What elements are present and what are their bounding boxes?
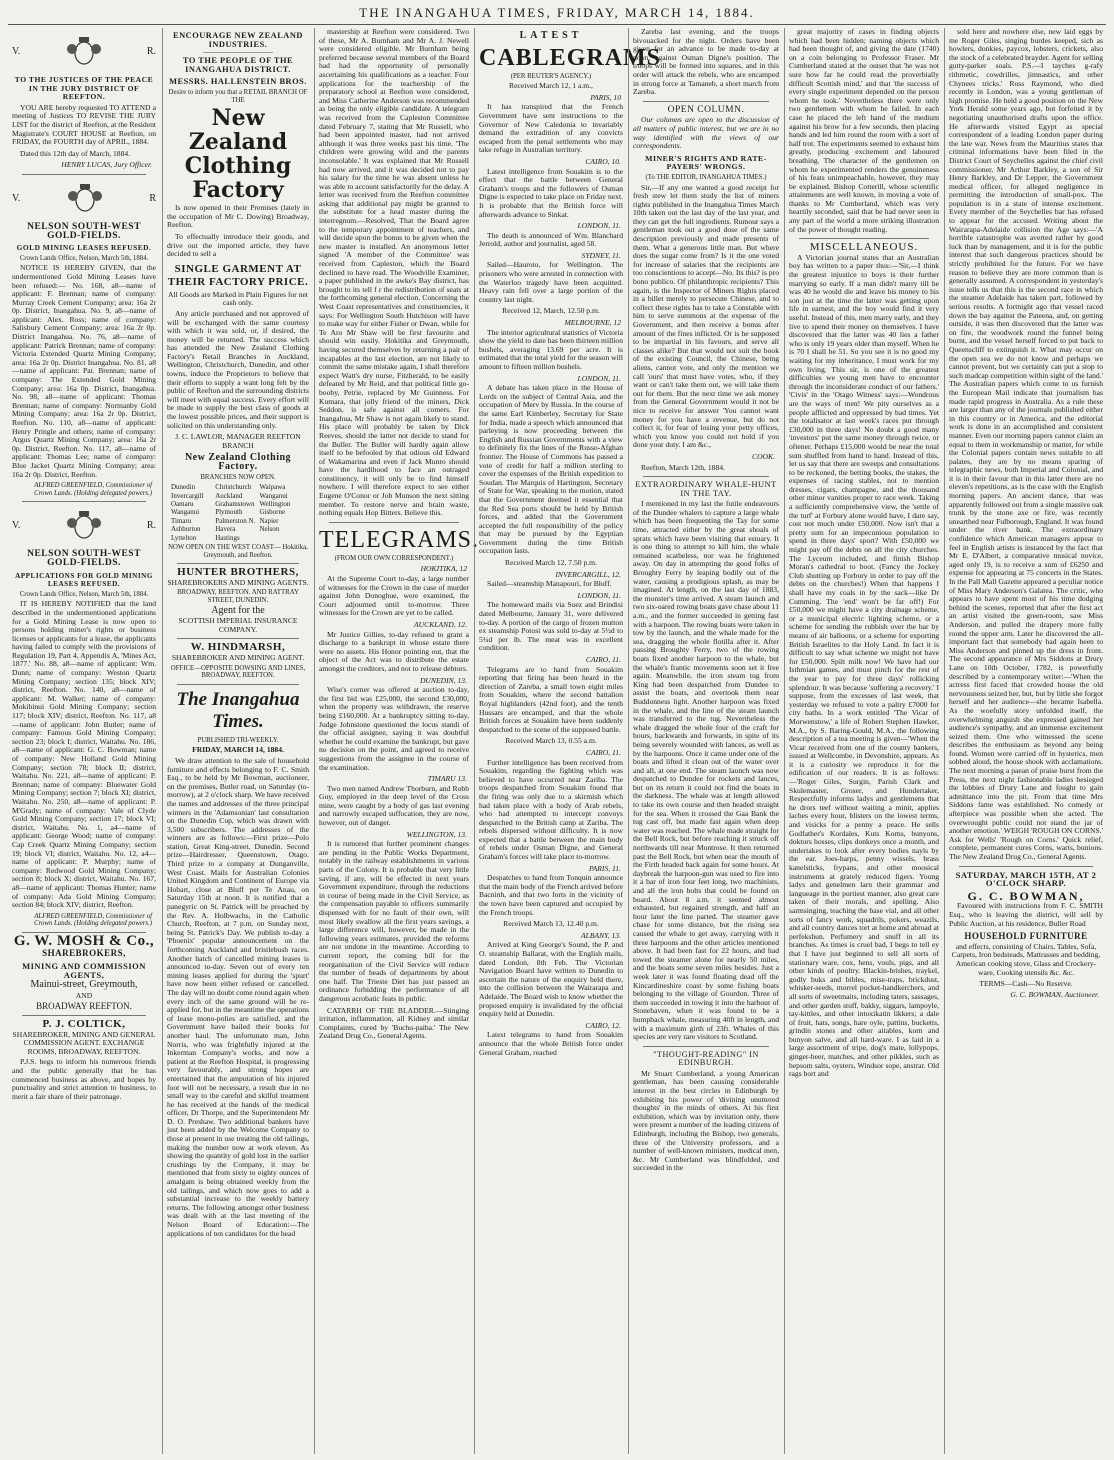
desire-line: Desire to inform you that a RETAIL BRANCH OF THE [168, 88, 308, 104]
branches-label: BRANCHES NOW OPEN. [200, 473, 276, 481]
dateline: PARIS, 11. [589, 863, 621, 873]
branch-item: Christchurch [215, 483, 252, 492]
miners-letter: Sir,—If any one wanted a good receipt for fresh stew let them study the list of miners rights published in the Inangahua Times March 10th taken out the last day of the last year, and they can get the full ingredients. Rumour says a gentleman took out a good dose of the same description previously and made presents of them. What a generous little man. But where does the sugar come from? Is it the one voted for increase of salaries that the recipients are too conscientious to accept—No. Its this? is pro bono publico. Of philanthropic recipients? This again, is the Inspector of Miners Rights placed in a billet merely to persecute Chinese, and to collect these rights has to take a Constable with him to serve summons at the expense of the Government, and then receive a bonus after amount of the fines inflicted. Or is he supposed to be impartial in his favours, and serve all classes alike? But that would not suit the book of the existing Council, the Chinese, being aliens, cannot vote, and only the mention we call 'ours' that must have votes, who, if they want or can't take them out, we will take them out for them. But the next time we ask money from the General Government would it not be nice to receive for answer 'You cannot want money for you have a revenue, but do not collect it, for fear of losing your petty offices, which you know you could not hold if you done your duty. I am &c., [633, 182, 779, 450]
masthead-rule [8, 24, 1106, 25]
open-column-heading: OPEN COLUMN. [667, 104, 745, 115]
royal-crest-3 [12, 506, 156, 546]
column-4 [474, 28, 662, 1454]
issue-date: FRIDAY, MARCH 14, 1884. [192, 745, 284, 755]
household-heading: HOUSEHOLD FURNITURE [964, 931, 1088, 942]
telegrams-subheading: (FROM OUR OWN CORRESPONDENT.) [334, 554, 454, 562]
divider [22, 1015, 146, 1016]
goldfields2-signature: ALFRED GREENFIELD, Commissioner of Crown Lands. (Holding delegated powers.) [34, 912, 152, 928]
opened-notice: Is now opened in their Premises (lately in the occupation of Mr C. Dowing) Broadway, Reefton. [167, 203, 309, 230]
telegram-item: It is rumored that further prominent changes are pending in the Public Works Department, notably in the railway establishments in various parts of the Colony. It is probable that very little saving, if any, will be effected in next years Government expenditure, through the reductions in course of being made in the Civil Service, as the compensation payable to officers summarily dispensed with for no fault of their own, will most likely swallow all the first years savings, a large difference will, however, be made in the following years estimates, provided the reforms are not undone in the meantime. According to current report, the coming bill for the reorganisation of the Civil Service will reduce the number of heads of departments by about one half. The Trieste Diet has just passed an ordinance forbidding the performance of all dangerous acrobatic feats in public. [319, 839, 469, 1003]
crest-left-letter: V. [12, 45, 21, 57]
dateline: LONDON, 11. [577, 221, 621, 231]
goldfields2-body: IT IS HEREBY NOTIFIED that the land described in the undermentioned applications for a Gold Mining Lease is now open to persons holding miner's rights or business licenses or applicants for a lease, the applicants having failed to comply with the provisions of Regulation 19, Part 4, Appendix A, 'Mines Act, 1877.' No. 88, a8—name of applicant: Wm. Dunn; name of company: Weston Quartz Mining Company; section 135; block XIV; district, Reefton. No. 140, a8—name of applicant: M. Walker; name of company: Mokihinui Gold Mining Company; section 117; block XIV; district, Reefton. No. 117, a8—name of applicant: John Butler; name of company: Famous Gold Mining Company; section 23; block I; district, Waitahu. No. 186, a8—name of applicant: G. C. Bowman; name of company: New Holland Gold Mining Company; section 78; block II; district, Waitahu. No. 221, a8—name of applicant: P. Brennan; name of company: Bluewater Gold Mining Company; section 7; block XI; district, Waitahu. No. 250, a8—name of applicant: P. M'Grady; name of company: Vale of Clyde Gold Mining Company; section 17; block VI; district, Waitahu. No. 1, a4—name of applicant: George Wood; name of company: Cap Creek Quartz Mining Company; section 19; block VI; district, Waitahu. No. 12, a4—name of applicant: P. Murphy; name of company: Redwood Gold Mining Company; section 8; block X; district, Waitahu. No. 167, a8—name of applicant: Thomas Hunter; name of company: Ada Gold Mining Company; section 84; block XIV; district, Reefton. [12, 599, 156, 910]
miners-signature: COOK. [752, 451, 775, 461]
divider [177, 563, 299, 564]
open-column-note: Our columns are open to the discussion of all matters of public interest, but we are in no way identified with the views of our correspondents. [633, 115, 779, 151]
telegram-item: Wise's corner was offered at auction to-day, the first bid was £25,000, the second £30,000, when the property was withdrawn, the reserve being £160,000. At a bankruptcy sitting to-day, Judge Johnstone questioned the locus standi of the official assignee, saying it was doubtful whether he could examine the bankrupt, but gave no decision on the point, and agreed to receive suggestions from the assignee in the course of the examination. [319, 685, 469, 772]
thought-reading-heading: "THOUGHT-READING" IN EDINBURGH. [653, 1049, 759, 1068]
cable-item: A debate has taken place in the House of Lords on the subject of Central Asia, and the occupation of Merv by Russia. In the course of the same Earl Kimberley, Secretary for State for India, made a speech which announced that parleying is now proceeding between the English and Russian Governments with a view to definitely fix the lines of the Russo-Afghan frontier. The House of Commons has passed a vote of credit for half a million sterling to cover the expenses of the British expedition to Soudan. The Marquis of Hartington, Secretary of State for War, speaking to the motion, stated that the Government deemed it essential that the Red Sea ports should be held by British forces, and added that the Government accepted the full responsibility of the policy that may be pursued by the Egyptian Government during the time British occupation lasts. [479, 383, 623, 556]
cable-item: It has transpired that the French Government have sent instructions to the Governor of New Caledonia to invariably demand the extradition of any convicts escaped from the penal settlements who may take refuge in Australian territory. [479, 102, 623, 155]
editorial-continued: mastership at Reefton were considered. Two of these, Mr A. Burnham and Mr A. J. Newell were considered eligible. Mr Burnham being preferred because several members of the Board had had the opportunity of personally ascertaining his qualifications as a teacher. Four applications for the teachership of the preparatory school at Reefton were considered, and Miss Catherine Anderson was recommended as being the only eligible candidate. A telegram was received from the Capleston Committee dated February 7, stating that Mr Russell, who had been appointed master, had not arrived although it was three weeks past his time. 'The children were growing wild and the parents inconsolable.' It was explained that Mr Russell had now arrived, and it was decided not to pay his salary for the time he was absent unless he was able to account satisfactorily for the delay. A letter was received from the Reefton committee asking that additional pay might be granted to the substitute for a head master during the interregnum.—Resolved, That the Board agree to the temporary appointment of teachers, and will decide upon the bonus to be given when the new master is installed. An anonymous letter signed 'A member of the Committee' was received from Capleston, which the Board declined to have read. The Woodville Examiner, a paper published in the awke's Bay district, has brought to its tell f r the redistribution of seats at the forthcoming general election. Concerning the West Coast representatives and constituencies, it says: For Wellington South Hutchison will have to make way for either Fisher or Dwan, while for Te Aro Mr Shaw will be first favourite and should win easily. Hokitika and Greymouth, having secured themselves by returning a pair of incapables at the last election, are not likely to commit the same mistake again, I shall therefore expect Watt's dry nurse, Fitzherald, to be easily defeated by Mr Reid, and that political little go-booby, Petrie, replaced by Mr Guinness. For Kumara, that jolly friend of the miners, Dick Seddon, is safe against all comers. For Inangahua, Mr Shaw is not again likely to stand. His place will probably be taken by Dick Reeves, should the latter not decide to stand for the Buller. The Buller will hardly again allow itself to be befooled by that odious old Edward of Wakamarina and even if Jack Munro should have the hardihood to face an outraged constituency, it will only be to find himself nowhere. I will therefore expect to see either Eugene O'Conor or Job Munson the next sitting member. To restore nerve and brain waste, nothing equals Hop Bitters. Believe this. [319, 27, 469, 518]
branch-item: Havera [215, 525, 236, 534]
branch-item: Dunedin [171, 483, 196, 492]
miscellaneous-body: A Victorian journal states that an Australian boy has written to a paper thus:—'Sir,—I think the greatest injustice to boys is their further marrying so early. If a man didn't marry till he was 40 he would die and leave his money to his son just at the time the latter was getting upon life in earnest, and the boy would find it very useful. Instead of this, men marry early, and they live to spend their money on themselves. I have discovered that the latter was 40 lies a father who is only 19 years older than myself. When he is 70 I shall be 51. So you see it is no good my waiting for my inheritance, I must work for my own living. This sir, is one of the greatest difficulties we young men have to encounter through the inconsiderate conduct of our fathers.' 'Civis' in the 'Otago Witness' says:—Wondrous are the ways of men! We pity ourselves as a people afflicted and oppressed by bad times. Yet the totalisator at last week's races put through £30,000 in three days! No doubt a good many 'investors' put the same money through twice, or oftener. Perhaps £15,000 would be near the total sum shuffled from hand to hand. Instead of this, let us say that there are sweeps and consultations to be reckoned, the betting books, the stakes, the expenses of racing stables, not to mention dresses, cigars, champagne, and the thousand other minor vanities proper to race week. Taking a sufficiently comprehensive view, the 'settle of the turf' at Forbury alone would have, I dare say, cost not much under £50,000. Now isn't that a pretty sum for an impecunious population to spend in three days' sport? With £50,000 we might pay off the debts on all the city churches. The Lyceum included, and finish Bishop Moran's cathedral to boot. (Fancy the Jockey Club shutting up Forbury in order to pay off the debts on the churches!) When that happens I shall have my coals in by the sack—like Dr Cumming. The 'end' won't be far off!) For £50,000 we might have a city drainage scheme, or a municipal electric lighting scheme, or a scheme for sending the rubbish over the bar by means of air balloons, or a scheme for exporting British Israelites to the Holy Land. In fact it is difficult to say what scheme we might not have for £50,000. Spilt milk now! We have had our Isthmian games, and must pinch for the rest of the year to pay for three days' rollicking splendour. It was because 'suffering a recovery.' I suppose, from the excesses of last week, that yesterday we refused to vote a paltry £7000 for city baths. In a work entitled 'The Vicar of Morwenstow,' a life of Robert Stephen Hawker, M.A., by S. Baring-Gould, M.A., the following description of a tea meeting is given—'When the Vicar received from one of the county bankers, issued at Wellcombe, in Devonshire, appears. As it is a curiosity we reproduce it for the edification of our readers. It is as follows:—'Roger Giles, Surgin, Parish Clark and Skulemaster, Groser, and Hundertaker, Respectfully informs ladys and gentlemens that he drors teef without waiting a minit, applies laches every hour, blisters on the lowest terms, and visicks for a penny a peace. He sells Godfather's Kordales, Kuts Korns, bunyons, doktors hosses, clips donkeys once a month, and undertakes to look after every bodies nayls by the ear. Joes-harps, penny wissels, brass kanelsticks, frypans, and other moosical instruments at grately reduced figers. Young ladys and genelmen larn their grammar and langueage in the purtiest manner, also great care taken of their morals, and spelling. Also sarmsinging, teaching the base vial, and all other sorts of fancy work, squadrils, pokers, weazils, and all country dances tort at home and abroad at perfekshun. Perfumery and snuff in all its branches. As times is cruel bad, I begs to tell ey that I have just beginned to sell all sorts of stationary ware, cox, hens, vouls, pigs, and all other kinds of poultry. Blackin-brishes, traykel, godly buks and bibles, mise-traps, brickdust, whisker-seeds, morrel pocket-handkerchers, and all sorts of sweetmaits, including taters, sassages, and other garden stuff, bakky, siggars, lampoyle, tay-kittles, and other intoxikatin likkers; a dale of fruit, hats, songs, hare oyle, pattins, bucketts, grindin stones and other aitables, korn and bunyon salve, and all hard-ware. I as laid in a large assortment of tripe, dog's mate, lollypops, ginger-beer, matches, and other pikkles, such as hepsom salts, oysters, Windsor sope, anstrar. Old rags bort and [789, 252, 939, 1079]
dateline: DUNEDIN, 13. [419, 675, 467, 685]
mosh-line: MINING AND COMMISSION AGENTS, [22, 961, 146, 980]
dateline: WELLINGTON, 13. [406, 829, 467, 839]
justices-notice: YOU ARE hereby requested TO ATTEND a meeting of Justices TO REVISE THE JURY LIST for the district of Reefton, at the Resident Magistrate's COURT HOUSE at Reefton, on FRIDAY, the FOURTH day of APRIL, 1884. [12, 102, 156, 147]
column-2 [162, 28, 313, 1454]
dateline: CAIRO, 12. [585, 1020, 621, 1030]
justices-heading: TO THE JUSTICES OF THE PEACE IN THE JURY DISTRICT OF REEFTON. [14, 75, 154, 102]
branch-item: Ashburton [171, 525, 201, 534]
latest-heading: LATEST [519, 30, 583, 41]
column-5 [628, 28, 783, 1454]
cable-continued: Zareba last evening, and the troops bivouacked for the night. Orders have been given for an advance to be made to-day at noon, against Osman Digne's position. The troops will be formed into squares, and in this order will attack the rebels, who are encamped in strong force at Tamaneb, a short march from Zareba. [633, 27, 779, 97]
miners-heading: MINER'S RIGHTS AND RATE-PAYERS' WRONGS. [645, 153, 767, 172]
cablegrams-heading: CABLEGRAMS [479, 44, 662, 71]
dateline: PARIS, 10 [590, 92, 621, 102]
branch-item: Wanganui [259, 491, 288, 500]
crest-right-letter: R [149, 192, 156, 204]
divider [643, 476, 769, 477]
miscellaneous-heading: MISCELLANEOUS. [809, 241, 919, 254]
branch-item: Plymouth [215, 508, 243, 517]
divider [329, 522, 459, 523]
crest-right-letter: R. [146, 520, 156, 532]
terms-line: TERMS—Cash—No Reserve. [979, 979, 1073, 989]
branch-item: Invercargill [171, 491, 204, 500]
branch-item: Wanganui [171, 508, 200, 517]
column-3 [314, 27, 479, 1454]
branch-item: Lyttelton [171, 533, 197, 542]
telegram-item: At the Supreme Court to-day, a large number of witnesses for the Crown in the case of murder against John Donoghue, were examined, the Court adjourned until to-morrow. Three witnesses for the Crown are yet to be called. [319, 574, 469, 618]
royal-arms-icon [65, 182, 105, 216]
catarrh-advert: CATARRH OF THE BLADDER.—Stinging irritation, inflammation, all Kidney and similar Complaints, cured by 'Buchu-paiba.' The New Zealand Drug Co., General Agents. [319, 1005, 469, 1041]
column-7 [944, 28, 1107, 1454]
goldfields2-heading: NELSON SOUTH-WEST GOLD-FIELDS. [27, 549, 141, 568]
received-line: Received March 12, 7.50 p.m. [505, 558, 597, 568]
cable-item: Sailed—steamship Manapouri, for Bluff. [487, 579, 612, 589]
scottish-line: SCOTTISH IMPERIAL INSURANCE COMPANY. [178, 616, 298, 634]
branch-item: Gisborne [259, 508, 286, 517]
agent-for-line: Agent for the [211, 604, 265, 616]
column-1 [8, 28, 160, 1454]
dateline: HOKITIKA, 12 [420, 564, 467, 574]
telegram-item: Two men named Andrew Thorburn, and Robb Guy, employed in the deep level of the Cross mine, were caught by a body of gas last evening and narrowly escaped suffocation, they are now, however, out of danger. [319, 783, 469, 828]
miners-to-editor: (To THE EDITOR, INANGAHUA TIMES.) [645, 173, 767, 181]
whale-body: I mentioned in my last the futile endeavours of the Dundee whalers to capture a large whale which has been frequenting the Tay for some time, attracted either by the great shoals of sprats which have been visiting that estuary. It is one thing to attempt to kill him, the whale remained scatheless, nor was he frightened away. On day in attempting the good folks of Broughty Ferry by leaping bodily out of the water, causing a prodigious splash, as may be imagined. At length, on the last day of 1883, the monster's time arrived. A steam launch and two six-oared rowing boats gave chase about 11 a.m., and the former succeeded in getting fast with a harpoon. The rowing boats were taken in tow by the launch, and the whale made for the sea, dragging the whole flotilla after it. After passing Broughty Ferry, two of the rowing boats fixed another harpoon to the whale, but the whale's frantic movements soon set it free again. Meanwhile, the iron steam tug from King had been despatched from Dundee to assist the boats, and overtook them near Buddonness light. Another harpoon was fixed in the whale, and the line of the steam launch was transferred to the tug. Nevertheless the whale dragged the whole four of the craft for hours, backwards and forwards, in spite of its being severely wounded with lances, as well as by the harpoons. Once it came under one of the boats and lifted it clean out of the water over and all, at one end. The steam launch was now despatched to Dundee for rockets and lances, but on its return it could not find the boats in the darkness. The whale was at length allowed to take its own course and then headed straight for the sea. When it crossed the Gaa Bank the tug cast off, but made fast again when deep water was reached. The whale made straight for the Bell Rock, but before reaching it struck off northwards till near Montrose. It then returned past the Bell Rock, but when near the mouth of the Firth headed back again for some hours. At daybreak the harpoon-gun was used to fire into it a bar of iron four feet long, two machinists, and all the iron bolts that could be found on board. About 8 a.m. it seemed almost exhausted, but regained strength, and half an hour later the line parted. The steamer gave chase for some distance, but the rising sea caused the whale to get away, carrying with it three harpoons and the other articles mentioned above. It had been fast for 22 hours, and had towed the steamer alone for nearly 50 miles, and the boats some seven miles besides. Just a week later it was found floating dead off the Kincardineshire coast by some fishing boats belonging to the village of Gourdon. Three of them succeeded in towing it into the harbour of Stonehaven, when it was found to be a humpback whale, measuring 40ft in length, and with a maximum girth of 23ft. Whales of this species are very rare visitors to Scotland. [633, 499, 779, 1042]
branches-list [171, 483, 305, 542]
masthead: THE INANGAHUA TIMES, FRIDAY, MARCH 14, 1884. [359, 5, 755, 20]
cable-item: The interior agricultural statistics of Victoria show the yield to date has been thirteen million bushels, averaging 13.69 per acre. It is estimated that the total yield for the season will amount to fifteen million bushels. [479, 327, 623, 371]
royal-arms-icon [64, 509, 104, 543]
cable-item: Latest telegrams to hand from Souakim announce that the whole British force under General Graham, reached [479, 1030, 623, 1057]
branch-item: Wellington [259, 500, 291, 508]
crest-left-letter: V. [12, 192, 21, 204]
branch-item: Palmerston N. [215, 516, 256, 525]
branch-item: Hastings [215, 533, 240, 542]
received-line: Received March 13, 12.40 p.m. [503, 919, 599, 929]
cable-item: Telegrams are to hand from Souakim reporting that firing has been heard in the direction of Zareba, a small town eight miles from Souakim, where the second battalion Royal highlanders (42nd foot), and the tenth Hussars are encamped, and that the whole British forces at Souakim have been suddenly despatched to the scene of the supposed battle. [479, 664, 623, 734]
single-garment-heading: SINGLE GARMENT AT THEIR FACTORY PRICE. [167, 262, 309, 288]
mosh-heading: G. W. MOSH & Co., [13, 932, 155, 949]
published-line: PUBLISHED TRI-WEEKLY. [197, 736, 279, 744]
dateline: CAIRO, 11. [585, 747, 621, 757]
royal-crest-1 [12, 32, 156, 72]
crest-left-letter: V. [12, 520, 21, 532]
hindmarsh-heading: W. HINDMARSH, [190, 641, 286, 654]
cablegrams-subheading: (PER REUTER'S AGENCY.) [510, 72, 592, 80]
intro-notice: To effectually introduce their goods, and drive out the imported article, they have decided to sell a [167, 231, 309, 259]
column-6 [784, 28, 943, 1454]
bowman-heading: G. C. BOWMAN, [967, 888, 1085, 903]
coltick-body: SHAREBROKER, MINING AND GENERAL COMMISSION AGENT. EXCHANGE ROOMS, BROADWAY, REEFTON. [12, 1029, 156, 1056]
westcoast-line: NOW OPEN ON THE WEST COAST— Hokitika, Greymouth, and Reefton. [168, 544, 308, 559]
divider [959, 866, 1093, 867]
mosh-address-1: Mainui-street, Greymouth, [30, 979, 138, 991]
cable-item: The homeward mails via Suez and Brindisi dated Melbourne, January 31, were delivered to-day. A portion of the cargo of frozen mutton ex steamship Potosi was sold to-day at 5½d to 5¾d per lb. The meat was in excellent condition. [479, 600, 623, 653]
hunter-address: BROADWAY, REEFTON. AND RATTRAY STREET, DUNEDIN. [177, 589, 299, 604]
miners-dated: Reefton, March 12th, 1884. [641, 462, 725, 472]
dateline: MELBOURNE, 12 [564, 318, 621, 328]
coltick-note: P.J.S. begs to inform his numerous friends and the public generally that he has commenced business as above, and hopes by punctuality and strict attention to business, to merit a fair share of their patronage. [12, 1057, 156, 1101]
divider [643, 101, 769, 102]
dateline: SYDNEY, 11. [581, 250, 621, 260]
mosh-address-2: BROADWAY REEFTON. [36, 1001, 132, 1012]
telegrams-heading: TELEGRAMS. [319, 526, 479, 553]
dateline: LONDON, 11. [577, 373, 621, 383]
dateline: CAIRO, 10. [585, 156, 621, 166]
received-line: Received March 12, 1 a.m., [509, 81, 593, 91]
goldfields-heading: NELSON SOUTH-WEST GOLD-FIELDS. [27, 221, 141, 241]
divider [177, 684, 299, 685]
editorial-body: We draw attention to the sale of household furniture and effects belonging to F. C. Smith Esq., to be held by Mr Bowman, auctioneer, on the premises, Butler road, on Saturday (to-morrow), at 2 o'clock sharp. We have received the names and addresses of the three principal winners in the 'Adamsonian' last consultation on the Dunedin Cup, which was drawn with 3,500 subscribers. The addresses of the winners are as follows:—First prize—Polo station, Great King-street, Dunedin. Second prize—Hairdresser, Queenstown, Otago. Third prize to a company at Dunganville, West Coast. Mails for Australian Colonies United Kingdom and Continent of Europe via Hobart, close at Bluff per Te Anau, on Saturday 15th at noon. It is notified that a panegyric on St. Patrick will be preached by the Rev. A. Holbwachs, in the Catholic Church, Reefton, at 7 p.m. on Sunday next, being St. Patrick's Day. We publish to-day a 'Phoenix' popular announcement on the forthcoming Auckland and bristlebush races. Another batch of cancelled mining leases is announced to-day. Seven out of every ten mining leases applied for during the 'spurt' have now been either refused or cancelled. The day will no doubt come round again when every inch of the same ground will be re-applied for, but in the meantime the operations of lease mono-polies are satisfied, and the Government have bailed their books for another haul. The unfortunate man, John Norris, who was frightfully injured at the Inkerman Company's works, and now a patient at the Reefton Hospital, is progressing very favourably, and strong hopes are entertained that the amputation of his injured foot will not be necessary, a result due in no small way to the careful and skilful treatment he has received at the hands of the medical officer, Dr Thorpe, and the Superintendent Mr D. O. Preshaw. Two additional bankers have just been added by the Welcome Company to those at present in use treating the old tailings, making the number now at work eleven. As showing the quantity of gold lost in the earlier crushings by the Company, it may be mentioned that from sixty to eighty ounces of amalgam is being obtained weekly from the old tailings, and which now goes to add a substantial increase to the weekly battery returns. The following amongst other business was dealt with at the last meeting of the Nelson Board of Education:—The applications of ten candidates for the head [167, 755, 309, 1238]
branch-item: Waipawa [259, 483, 286, 492]
thought-reading-body: Mr Stuart Cumberland, a young American gentleman, has been causing considerable interest in the best circles in Edinburgh by exhibiting his power of 'divining unuttered thoughts' in the minds of others. At his first exhibition, which was by invitation only, there were present a number of the leading citizens of Edinburgh, including the Bishop, two generals, three of the University professors, and a number of well-known ministers, medical men, &c. Mr Cumberland was blindfolded, and succeeded in the [633, 1068, 779, 1173]
bowman-body: Favoured with instructions from F. C. SMITH Esq., who is leaving the district, will sell by Public Auction, at his residence, Buller Road [949, 901, 1103, 928]
clothing-factory-title: New Zealand Clothing Factory [184, 105, 292, 204]
goldfields-subheading: GOLD MINING LEASES REFUSED. [16, 243, 152, 253]
branch-item: Auckland [215, 491, 243, 500]
goldfields-office: Crown Lands Office, Nelson, March 5th, 1884. [19, 254, 149, 262]
hindmarsh-body: SHAREBROKER AND MINING AGENT. [171, 652, 305, 662]
clothing-factory-title-2: New Zealand Clothing Factory. [184, 452, 292, 472]
mosh-subheading: SHAREBROKERS, [42, 948, 126, 959]
received-line: Received 12, March, 12.50 p.m. [502, 306, 600, 316]
dateline: TIMARU 13. [427, 774, 467, 784]
mosh-and: AND [75, 990, 93, 1000]
dateline: AUCKLAND, 12. [414, 620, 467, 629]
bowman-signature: G. C. BOWMAN, Auctioneer. [1010, 989, 1099, 999]
cable-item: Arrived at King George's Sound, the P. and O. steamship Ballarat, with the English mails, dated London, 8th Feb. The Victorian Navigation Board have written to Dunedin to ascertain the nature of the enquiry held there, into the collision between the Wairarapa and Adelaide. The Board wish to know whether the proposed enquiry is invalidated by the official enquiry held at Dunedin. [479, 940, 623, 1019]
factory-body: Any article purchased and not approved of will be exchanged with the same courtesy with which it was sold, or, if desired, the money will be returned. The success which has attended the New Zealand Clothing Factory's Retail Branches in Auckland, Wellington, Christchurch, Dunedin, and other towns, induce the Proprietors to believe that their efforts to supply a want long felt by the public of Reefton and the surrounding districts will meet with equal success. Every effort will be made to supply the best class of goods at the lowest possible prices, and their support is solicited on this understanding only. [167, 308, 309, 430]
miscellaneous-continued: sold here and nowhere else, new laid eggs by me Roger Giles, singing burdes keeped, sich as howlers, donkies, paycox, lobsters, crickets, also the stock of a celebrated brayder. Agent for selling gutty-parker soals. P.S.—I tayches g-rafy rithmetic, cowdrilles, jimnastics, and other Chynees tricks.' Ross Raymond, who died recently in London, was a young gentleman of high promise. He held a good position on the New York Herald some years ago, but forfeited it by negotiating unauthorised drafts upon the office. He afterwards visited Egypt as special correspondent of a leading London paper during the late war. News from the Mauritius states that criminal informations have been filed in the District Court of Seychelles against the chief civil commissioner, Mr Arthur Barkley, a son of Sir Henry Barkley, and Dr Lepper, the Government medical officer, for alleged negligence in permitting the introduction of small-pox. The population is in a state of intense excitement. Every member of the Seychelles bar has refused to appear for the accused. Writing about the Wairarapa-Adelaide collision the Age says:—'A horrible catastrophe was averted rather by good luck than by management, and it is for the public interest that such dangerous practices should be strictly prohibited for the future. For we have reason to believe they are more common than is generally assumed. A correspondent in yesterday's issue tells us that this is the second race in which the steamer Adelaide has taken part, followed by serious results. A fortnight ago that vessel raced down the bay against the Pateena, and, on getting outside, it was then discovered that the latter was on fire, the woodwork round the funnel being burnt, and the vessel herself forced to put back to Queenscliff to extinguish it. What may occur on the open sea we do not know and perhaps we cannot prevent, but we certainly can put a stop to such madcap competition within sight of the land.' The Australian papers which come to us furnish the European Mail indicate that journalism has made rapid progress in Australia. As a rule these are larger than any of the journals published either in this country or in America, and the editorial work is done in an accomplished and consistent manner. Even our morning papers cannot claim an equal to them in workmanship or matter, for while the Colonial papers contain news suitable to all palates, they are by no means sparing of telegraphic news, both Imperial and Colonial, and it is in their favour that in this latter there are no eleven's repetitions, as is the case with the English morning papers. An ancient dance, that was apparently followed out from a single massive oak trunk by the stone axe or fire, was recently unearthed near Fulborough, England. It was found under the river bank. The extraordinary confidence which American managers appear to feel in English artists is instanced by the fact that Mr E. D'Albert, a comparative musical novice, aged only 19, is to receive a sum of £6250 and expense for appearing at 75 concerts in the States. In the Pall Mall Gazette appeared a peculiar notice of Miss Mary Anderson's Galatea. The critic, who appears to have spent most of his time dodging behind the scenes, reported that after the first act an artist visited the green-room, saw Miss Anderson, and pulled the drapery more fully round the upper arm. Later he discovered the all-important fact that somebody had again been to Miss Anderson and pinned up the dress in front. The second appearance of Mrs Siddons at Drury Lane on 10th October, 1782, is powerfully described by a contemporary writer:—'When the actress first faced that crowded house the old nervousness seized her, but, but by little she forgot herself and her audience—she became Isabella. As the woefully story unfolded itself, the overwhelming anguish she expressed gained her audience's sympathy, and an immense excitement seized them. One who witnessed the scene describes the enthusiasm as beyond any being found. Women were carried off in hysterics, men sobbed aloud, the house shook with acclamations. The next morning a paean of praise burst from the Press, the next night fashionable ladies besieged the lobbies of Drury Lane and fought to gain admittance into the pit. From that time Mrs Siddons fame was established. No comedy or afterpiece was possible when she acted. The overwrought public could not stand the jar of another emotion.' WEIGH 'ROUGH ON CORNS.' Ask for Wells' 'Rough on Corns.' Quick relief, complete, permanent cures Corns, warts, bunions. The New Zealand Drug Co., General Agents. [949, 27, 1103, 861]
hunter-heading: HUNTER BROTHERS, [177, 566, 299, 579]
divider [643, 1046, 769, 1047]
goldfields2-subheading: APPLICATIONS FOR GOLD MINING LEASES REFUSED. [15, 571, 153, 589]
coltick-heading: P. J. COLTICK, [42, 1018, 126, 1031]
branch-item: Napier [259, 516, 279, 525]
goldfields-body: NOTICE IS HEREBY GIVEN, that the undermentioned Gold Mining Leases have been refused:— No. 168, a8—name of applicant: F. Brennan; name of company: Murray Creek Cement Company; area: 16a 2r 0p. District, Inangahua. No. 9, a8—name of applicant: Alex. Ross; name of company: Salisbury Cement Company; area: 16a 2r 0p. District Inangahua. No. 76, a8—name of applicant: Patrick Brennan; name of company: Victoria Extended Quartz Mining Company; area: 16a 2r 0p. District Inangahua. No. 81, a8—name of applicant: Pat. Brennan; name of company: The Extended Gold Mining Company; area: 16a 0p. District, Inangahua. No. 98, a8—name of applicant: Thomas Brennan; name of company: Normanby Gold Mining Company; area: 16a 2r 0p. District, Reefton. No. 110, a8—name of applicant: Henry Pringle and others; name of company: Argus Quartz Mining Company; area: 16a 2r 0p. District, Reefton. No. 117, a8—name of applicant: Thomas Lee; name of company: Blue Jacket Quartz Mining Company; area: 16a 2r 0p. District, Reefton. [12, 263, 156, 479]
newspaper-nameplate: The Inangahua Times. [176, 688, 300, 732]
cable-item: Despatches to hand from Tonquin announce that the main body of the French arrived before Bacninh, and that two forts in the vicinity of the town have been captured and occupied by the French troops. [479, 873, 623, 917]
hindmarsh-office: OFFICE—OPPOSITE DOWSING AND LINES, BROADWAY, REEFTON. [170, 664, 306, 680]
lawlor-signature: J. C. LAWLOR, MANAGER REEFTON BRANCH [175, 432, 301, 450]
royal-crest-2 [12, 179, 156, 219]
dateline: ALBANY, 13. [580, 930, 621, 940]
divider [799, 238, 929, 239]
cable-item: The death is announced of Wm. Blanchard Jerrold, author and journalist, aged 58. [479, 230, 623, 249]
dateline: CAIRO, 11. [585, 655, 621, 664]
whale-heading: EXTRAORDINARY WHALE-HUNT IN THE TAY. [635, 480, 777, 498]
encourage-heading: ENCOURAGE NEW ZEALAND INDUSTRIES. [173, 31, 303, 49]
divider [22, 501, 146, 502]
divider [177, 638, 299, 639]
sale-heading: SATURDAY, MARCH 15TH, AT 2 O'CLOCK SHARP. [955, 869, 1097, 889]
goldfields2-office: Crown Lands Office, Nelson, March 5th, 1884. [19, 590, 149, 598]
hallenstein-heading: MESSRS. HALLENSTEIN BROS. [169, 77, 307, 87]
marked-line: All Goods are Marked in Plain Figures for net cash only. [167, 289, 309, 308]
thought-reading-continued: great majority of cases in finding objects which had been hidden; naming objects which had been thought of, and giving the date (1740) on a coin belonging to Professor Fraser. Mr Cumberland stated at the outset that 'he was not sure how far he could read the proverbially difficult Scottish mind,' and that 'the success of every single experiment depended on the person whom he took.' Nevertheless there were only two gentlemen with whom he failed. In each case he placed the left hand of the medium against his brow for a few seconds, then placing hands and led him round the room with a sort of half trot. The experiments seemed to exhaust him greatly, producing excitement and laboured breathing. The character of the gentlemen on whom he experimented renders the genuineness of his feats unimpeachable, however, they may be explained. Bishop Cotterill, whose scientific attainments are well known, in moving a vote of thanks to Mr Cumberland, which was very heartily seconded, said that he had never seen in any part of the world a more striking illustration of the power of thought reading. [789, 27, 940, 234]
hunter-body: SHAREBROKERS AND MINING AGENTS. [167, 577, 309, 587]
telegram-item: Mr Justice Gillies, to-day refused to grant a discharge to a bankrupt in whose estate there were no assets. His Honor pointing out, that the object of the Act was to distribute the estate amongst the creditors, and not to release debtors. [319, 629, 469, 673]
dateline: INVERCARGILL, 12. [555, 569, 621, 579]
household-body: and effects, consisting of Chairs, Tables, Sofa, Carpets, Iron bedsteads, Mattrasses and bedding, American cooking stove, Glass and Crockery-ware, Cooking utensils &c. &c. [951, 941, 1101, 977]
received-line: Received March 13, 0.55 a.m. [505, 736, 597, 746]
justices-signature: HENRY LUCAS, Jury Officer. [61, 160, 152, 170]
cable-item: Sailed—Hauroto, for Wellington. The prisoners who were arrested in connection with the Waterloo tragedy have been acquitted. Heavy rain fell over a large portion of the country last night. [479, 260, 623, 304]
crest-right-letter: R. [146, 45, 156, 57]
royal-arms-icon [64, 35, 104, 69]
divider [203, 52, 273, 53]
dateline: LONDON, 11. [577, 590, 621, 600]
columns [8, 28, 1106, 1454]
branch-item: Oamaru [171, 500, 194, 508]
people-heading: TO THE PEOPLE OF THE INANGAHUA DISTRICT. [182, 56, 294, 74]
branch-item: Grahamstown [215, 500, 255, 508]
justices-dated: Dated this 12th day of March, 1884. [20, 148, 131, 158]
cable-item: Latest intelligence from Souakim is to the effect that the battle between General Graham's troops and the followers of Osman Digne is expected to take place on Friday next. It is probable that the British force will afterwards advance to Sinkat. [479, 166, 623, 219]
cable-item: Further intelligence has been received from Souakim, regarding the fighting which was believed to have occurred near Zariba. The troops despatched from Souakim found that the firing was only due to a skirmish which had taken place with a body of Arab rebels, who had attempted to intercept convoys despatched to the British camp at Zariba. The rebels dispersed without difficulty. It is now expected that a battle between the main body of rebels under Osman Digne, and General Graham's forces will take place to-morrow. [479, 757, 623, 862]
goldfields-signature: ALFRED GREENFIELD, Commissioner of Crown Lands. (Holding delegated powers.) [34, 482, 152, 497]
branch-item: Timaru [171, 516, 192, 525]
divider [22, 174, 146, 175]
branch-item: Nelson [259, 525, 280, 534]
